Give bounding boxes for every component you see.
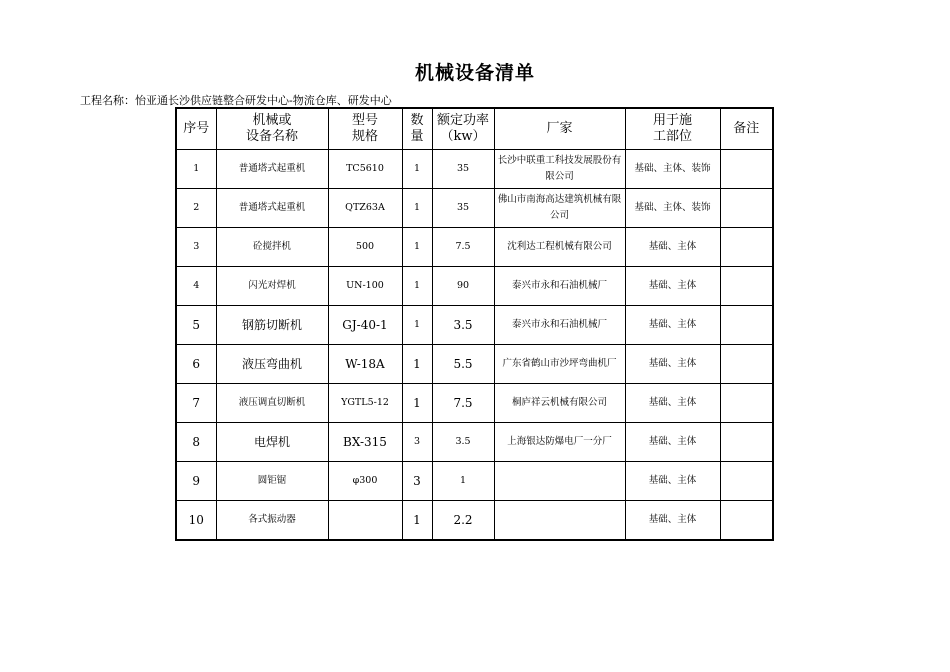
cell-model: TC5610 [328,150,402,189]
cell-maker [494,501,625,541]
cell-qty: 3 [402,423,432,462]
cell-remark [720,501,773,541]
cell-usage: 基础、主体、装饰 [625,189,720,228]
cell-power: 5.5 [432,345,494,384]
cell-power: 2.2 [432,501,494,541]
cell-maker [494,462,625,501]
document-title: 机械设备清单 [414,62,535,84]
cell-qty: 1 [402,189,432,228]
cell-usage: 基础、主体 [625,384,720,423]
column-header-seq [176,108,216,150]
table-row [176,462,773,501]
table-row [176,306,773,345]
cell-seq: 2 [176,189,216,228]
cell-maker: 泰兴市永和石油机械厂 [494,267,625,306]
cell-seq: 9 [176,462,216,501]
cell-power: 1 [432,462,494,501]
cell-power: 7.5 [432,228,494,267]
cell-seq: 4 [176,267,216,306]
table-row [176,501,773,541]
cell-name: 普通塔式起重机 [216,150,328,189]
column-header-line: 型号 [351,113,378,128]
cell-model: GJ-40-1 [328,306,402,345]
column-header-usage [625,108,720,150]
cell-qty: 1 [402,150,432,189]
cell-model: φ300 [328,462,402,501]
cell-usage: 基础、主体、装饰 [625,150,720,189]
cell-remark [720,267,773,306]
column-header-maker [494,108,625,150]
column-header-power [432,108,494,150]
cell-remark [720,462,773,501]
cell-seq: 1 [176,150,216,189]
column-header-line: 用于施 [652,113,692,128]
cell-name: 液压调直切断机 [216,384,328,423]
column-header-qty [402,108,432,150]
cell-usage: 基础、主体 [625,462,720,501]
cell-power: 90 [432,267,494,306]
cell-qty: 1 [402,267,432,306]
cell-seq: 5 [176,306,216,345]
cell-qty: 3 [402,462,432,501]
column-header-line: 规格 [351,129,378,144]
cell-name: 闪光对焊机 [216,267,328,306]
cell-name: 钢筋切断机 [216,306,328,345]
column-header-line: 设备名称 [245,129,298,144]
column-header-line: 序号 [183,121,210,136]
cell-name: 各式振动器 [216,501,328,541]
cell-model: QTZ63A [328,189,402,228]
column-header-line: 数 [410,113,424,128]
cell-maker: 桐庐祥云机械有限公司 [494,384,625,423]
table-row [176,345,773,384]
cell-usage: 基础、主体 [625,228,720,267]
table-header-row [176,108,773,150]
cell-seq: 10 [176,501,216,541]
cell-model: W-18A [328,345,402,384]
cell-seq: 8 [176,423,216,462]
equipment-table [175,107,774,541]
cell-remark [720,306,773,345]
cell-remark [720,345,773,384]
cell-remark [720,423,773,462]
table-row [176,423,773,462]
cell-remark [720,189,773,228]
table-row [176,267,773,306]
cell-name: 普通塔式起重机 [216,189,328,228]
column-header-remark [720,108,773,150]
cell-remark [720,228,773,267]
cell-power: 3.5 [432,306,494,345]
column-header-line: 量 [410,129,424,144]
cell-name: 圆钜锯 [216,462,328,501]
column-header-line: 厂家 [546,121,573,136]
cell-remark [720,150,773,189]
cell-seq: 7 [176,384,216,423]
cell-usage: 基础、主体 [625,423,720,462]
table-body [176,150,773,541]
cell-name: 电焊机 [216,423,328,462]
cell-maker: 沈利达工程机械有限公司 [494,228,625,267]
cell-maker: 上海银达防爆电厂一分厂 [494,423,625,462]
cell-model: BX-315 [328,423,402,462]
cell-model: UN-100 [328,267,402,306]
cell-model: 500 [328,228,402,267]
column-header-line: 额定功率 [436,113,489,128]
cell-power: 7.5 [432,384,494,423]
cell-maker: 广东省鹤山市沙坪弯曲机厂 [494,345,625,384]
cell-maker: 长沙中联重工科技发展股份有限公司 [494,150,625,189]
cell-seq: 6 [176,345,216,384]
column-header-line: （kw） [440,129,486,144]
cell-qty: 1 [402,306,432,345]
column-header-name [216,108,328,150]
cell-usage: 基础、主体 [625,267,720,306]
table-row [176,228,773,267]
column-header-line: 机械或 [252,113,292,128]
cell-qty: 1 [402,228,432,267]
cell-power: 35 [432,189,494,228]
cell-power: 3.5 [432,423,494,462]
cell-remark [720,384,773,423]
cell-maker: 佛山市南海高达建筑机械有限公司 [494,189,625,228]
cell-usage: 基础、主体 [625,306,720,345]
project-name-line: 工程名称：怡亚通长沙供应链整合研发中心-物流仓库、研发中心 [80,94,392,107]
cell-usage: 基础、主体 [625,345,720,384]
cell-name: 砼搅拌机 [216,228,328,267]
column-header-line: 备注 [733,121,760,136]
cell-qty: 1 [402,384,432,423]
cell-seq: 3 [176,228,216,267]
cell-model: YGTL5-12 [328,384,402,423]
cell-name: 液压弯曲机 [216,345,328,384]
table-row [176,384,773,423]
table-row [176,189,773,228]
cell-usage: 基础、主体 [625,501,720,541]
cell-maker: 泰兴市永和石油机械厂 [494,306,625,345]
table-row [176,150,773,189]
cell-qty: 1 [402,501,432,541]
cell-qty: 1 [402,345,432,384]
cell-power: 35 [432,150,494,189]
cell-model [328,501,402,541]
column-header-line: 工部位 [652,129,692,144]
column-header-model [328,108,402,150]
